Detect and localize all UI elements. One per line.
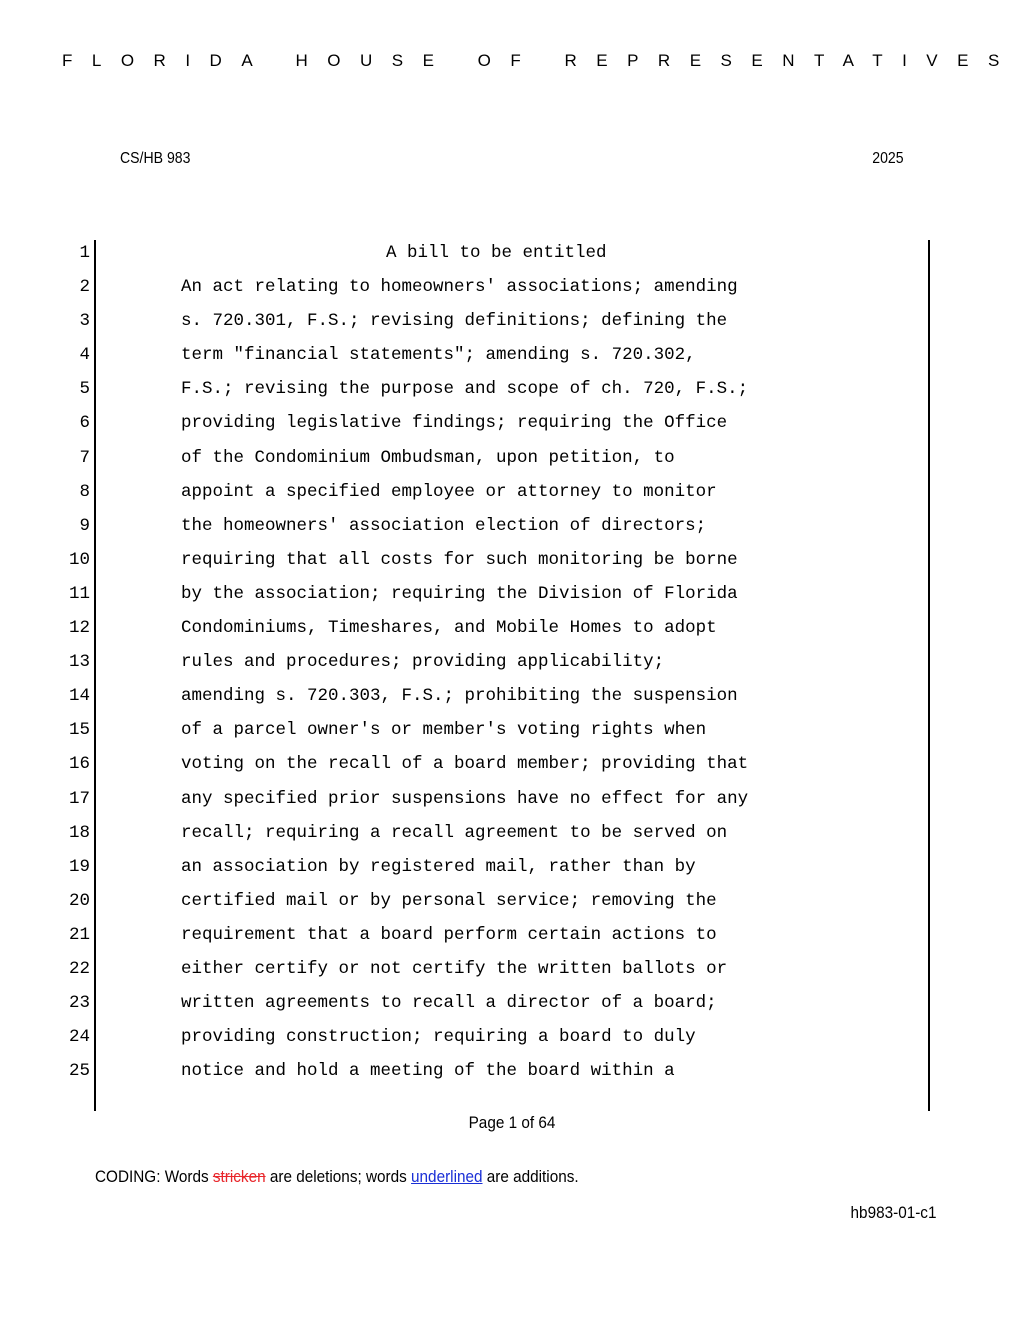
line-text: by the association; requiring the Division of Florida	[181, 583, 738, 604]
coding-stricken-sample: stricken	[212, 1167, 266, 1186]
line-number: 20	[68, 890, 90, 911]
bill-line	[0, 241, 1024, 275]
line-number: 17	[68, 788, 90, 809]
line-text: recall; requiring a recall agreement to be served on	[181, 822, 728, 843]
bill-line	[0, 548, 1024, 582]
coding-underlined-sample: underlined	[411, 1167, 483, 1186]
page-number: Page 1 of 64	[468, 1113, 556, 1132]
line-text: Condominiums, Timeshares, and Mobile Homes to adopt	[181, 618, 717, 639]
line-number: 11	[68, 583, 90, 604]
bill-line	[0, 718, 1024, 752]
line-text: notice and hold a meeting of the board within a	[181, 1061, 675, 1082]
coding-middle: are deletions; words	[265, 1167, 412, 1186]
bill-line	[0, 582, 1024, 616]
line-number: 8	[79, 481, 90, 502]
bill-line	[0, 616, 1024, 650]
line-text: the homeowners' association election of directors;	[181, 515, 707, 536]
line-number: 22	[68, 958, 90, 979]
line-text: of the Condominium Ombudsman, upon petition, to	[181, 447, 675, 468]
line-number: 13	[68, 652, 90, 673]
line-text: term "financial statements"; amending s. 720.302,	[181, 345, 696, 366]
line-text: F.S.; revising the purpose and scope of ch. 720, F.S.;	[181, 379, 749, 400]
bill-line	[0, 1059, 1024, 1093]
coding-suffix: are additions.	[482, 1167, 579, 1186]
chamber-header: FLORIDA HOUSE OF REPRESENTATIVES	[62, 51, 1019, 70]
line-number: 10	[68, 549, 90, 570]
bill-line	[0, 752, 1024, 786]
bill-line	[0, 480, 1024, 514]
line-text: certified mail or by personal service; removing the	[181, 890, 717, 911]
bill-line	[0, 821, 1024, 855]
bill-line	[0, 275, 1024, 309]
bill-line	[0, 514, 1024, 548]
coding-prefix: CODING: Words	[95, 1167, 213, 1186]
bill-line	[0, 787, 1024, 821]
bill-line	[0, 991, 1024, 1025]
line-number: 18	[68, 822, 90, 843]
bill-text	[0, 241, 1024, 1093]
bill-line	[0, 855, 1024, 889]
bill-line	[0, 684, 1024, 718]
line-text: an association by registered mail, rather than by	[181, 856, 696, 877]
line-text: providing construction; requiring a board to duly	[181, 1027, 696, 1048]
line-text: either certify or not certify the written ballots or	[181, 958, 728, 979]
line-number: 6	[79, 413, 90, 434]
line-text: written agreements to recall a director of a board;	[181, 993, 717, 1014]
bill-line	[0, 1025, 1024, 1059]
bill-line	[0, 343, 1024, 377]
bill-line	[0, 957, 1024, 991]
line-number: 1	[79, 243, 90, 263]
line-text: voting on the recall of a board member; providing that	[181, 754, 749, 775]
line-number: 19	[68, 856, 90, 877]
line-number: 7	[79, 447, 90, 468]
line-number: 3	[79, 311, 90, 332]
line-number: 12	[68, 618, 90, 639]
document-code: hb983-01-c1	[850, 1203, 936, 1222]
line-text: of a parcel owner's or member's voting rights when	[181, 720, 707, 741]
line-text: appoint a specified employee or attorney to monitor	[181, 481, 717, 502]
line-text: amending s. 720.303, F.S.; prohibiting the suspension	[181, 686, 738, 707]
line-number: 14	[68, 686, 90, 707]
line-number: 16	[68, 754, 90, 775]
bill-year: 2025	[872, 150, 904, 167]
line-text: A bill to be entitled	[386, 243, 607, 263]
bill-line	[0, 923, 1024, 957]
bill-line	[0, 889, 1024, 923]
bill-line	[0, 650, 1024, 684]
bill-line	[0, 446, 1024, 480]
line-number: 2	[79, 277, 90, 298]
line-number: 9	[79, 515, 90, 536]
bill-line	[0, 411, 1024, 445]
line-number: 24	[68, 1027, 90, 1048]
line-number: 5	[79, 379, 90, 400]
line-text: rules and procedures; providing applicability;	[181, 652, 665, 673]
coding-legend	[95, 1167, 579, 1187]
line-number: 15	[68, 720, 90, 741]
line-text: any specified prior suspensions have no effect for any	[181, 788, 749, 809]
line-text: providing legislative findings; requiring the Office	[181, 413, 728, 434]
line-number: 25	[68, 1061, 90, 1082]
bill-line	[0, 377, 1024, 411]
line-number: 21	[68, 924, 90, 945]
line-text: s. 720.301, F.S.; revising definitions; defining the	[181, 311, 728, 332]
line-text: requiring that all costs for such monitoring be borne	[181, 549, 738, 570]
bill-line	[0, 309, 1024, 343]
line-number: 4	[79, 345, 90, 366]
line-number: 23	[68, 993, 90, 1014]
line-text: An act relating to homeowners' associations; amending	[181, 277, 738, 298]
bill-id: CS/HB 983	[120, 150, 191, 167]
line-text: requirement that a board perform certain actions to	[181, 924, 717, 945]
